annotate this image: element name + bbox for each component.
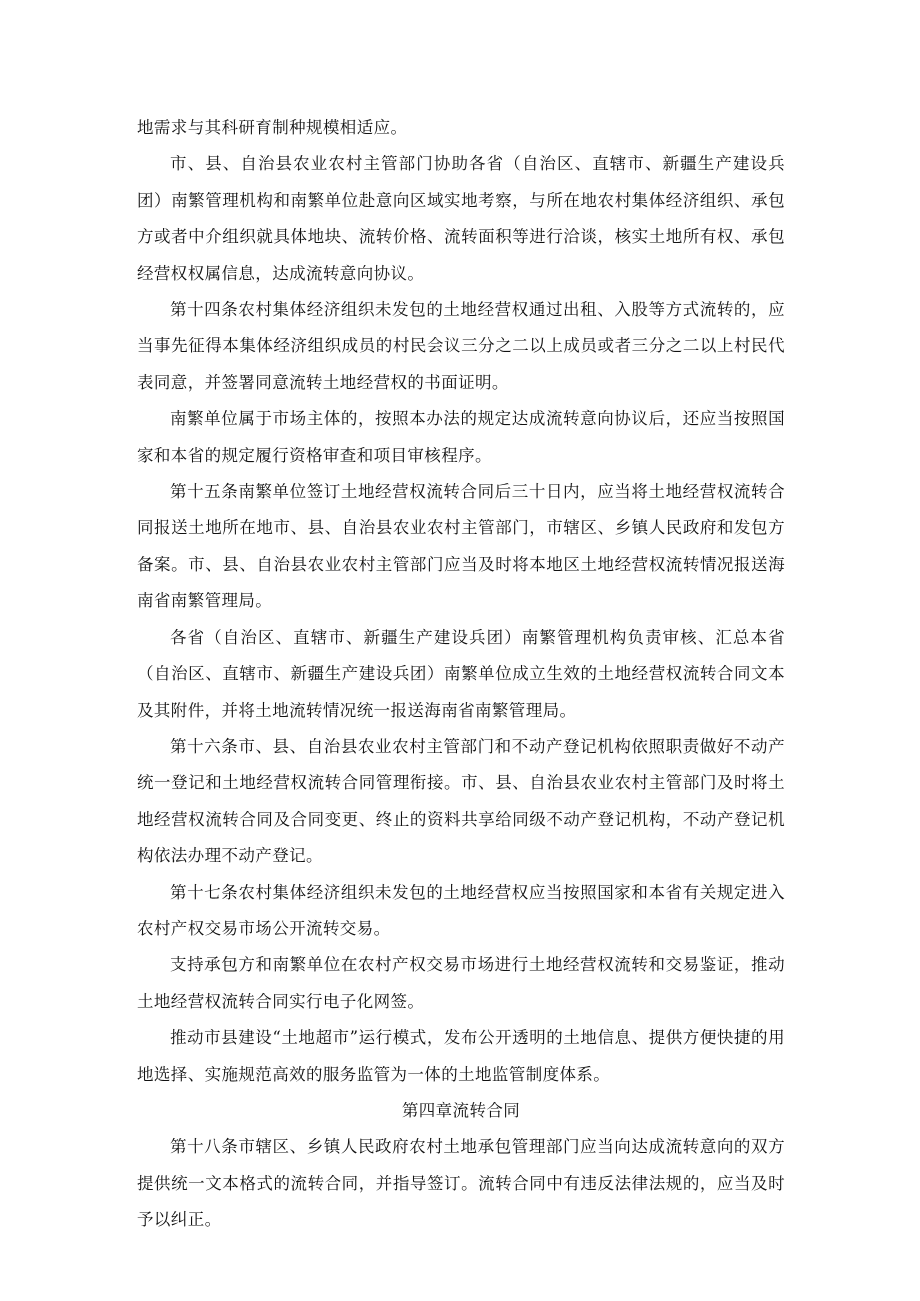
paragraph-article-15: 第十五条南繁单位签订土地经营权流转合同后三十日内，应当将土地经营权流转合同报送土地所在地市、县、自治县农业农村主管部门，市辖区、乡镇人民政府和发包方备案。市、县、自治县农业农村主管部门应当及时将本地区土地经营权流转情况报送海南省南繁管理局。 [137,482,785,611]
chapter-heading: 第四章流转合同 [401,1100,521,1120]
paragraph-continuation: 地需求与其科研育制种规模相适应。 [137,118,408,137]
paragraph-field-survey: 市、县、自治县农业农村主管部门协助各省（自治区、直辖市、新疆生产建设兵团）南繁管理机构和南繁单位赴意向区域实地考察，与所在地农村集体经济组织、承包方或者中介组织就具体地块、流转价格、流转面积等进行洽谈，核实土地所有权、承包经营权权属信息，达成流转意向协议。 [137,154,785,283]
paragraph-provincial-review: 各省（自治区、直辖市、新疆生产建设兵团）南繁管理机构负责审核、汇总本省（自治区、直辖市、新疆生产建设兵团）南繁单位成立生效的土地经营权流转合同文本及其附件，并将土地流转情况统一报送海南省南繁管理局。 [137,627,785,720]
paragraph-land-supermarket: 推动市县建设“土地超市”运行模式，发布公开透明的土地信息、提供方便快捷的用地选择、实施规范高效的服务监管为一体的土地监管制度体系。 [137,1028,785,1084]
paragraph-article-16: 第十六条市、县、自治县农业农村主管部门和不动产登记机构依照职责做好不动产统一登记和土地经营权流转合同管理衔接。市、县、自治县农业农村主管部门及时将土地经营权流转合同及合同变更、终止的资料共享给同级不动产登记机构，不动产登记机构依法办理不动产登记。 [137,736,785,866]
document-body [137,110,785,1239]
paragraph-article-17: 第十七条农村集体经济组织未发包的土地经营权应当按照国家和本省有关规定进入农村产权交易市场公开流转交易。 [137,882,785,938]
paragraph-e-signing: 支持承包方和南繁单位在农村产权交易市场进行土地经营权流转和交易鉴证，推动土地经营权流转合同实行电子化网签。 [137,955,785,1011]
paragraph-article-18: 第十八条市辖区、乡镇人民政府农村土地承包管理部门应当向达成流转意向的双方提供统一文本格式的流转合同，并指导签订。流转合同中有违反法律法规的，应当及时予以纠正。 [137,1137,785,1230]
paragraph-article-14: 第十四条农村集体经济组织未发包的土地经营权通过出租、入股等方式流转的，应当事先征得本集体经济组织成员的村民会议三分之二以上成员或者三分之二以上村民代表同意，并签署同意流转土地经营权的书面证明。 [137,300,785,392]
paragraph-market-entity: 南繁单位属于市场主体的，按照本办法的规定达成流转意向协议后，还应当按照国家和本省的规定履行资格审查和项目审核程序。 [137,409,785,465]
